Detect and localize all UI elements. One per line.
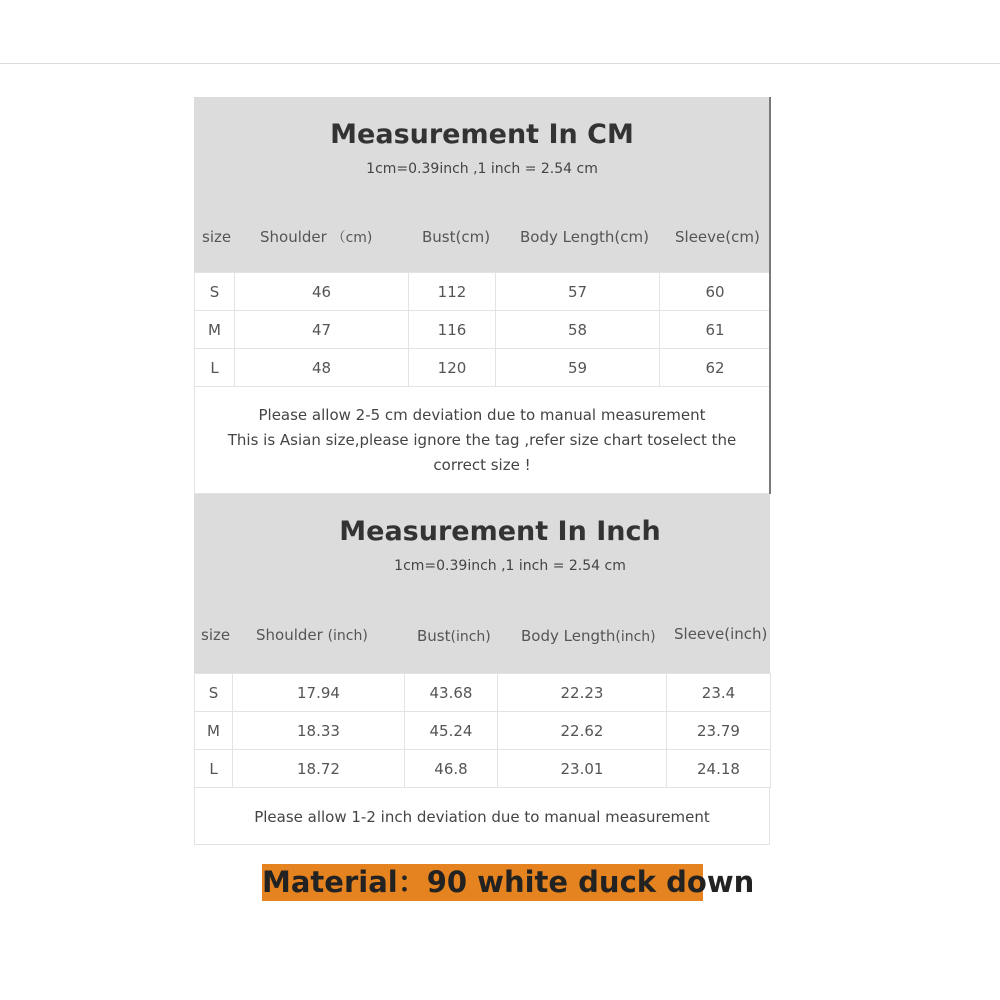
cm-col-body-length: Body Length(cm)	[520, 228, 649, 246]
table-cell: 22.62	[498, 712, 667, 750]
inch-chart-header	[194, 494, 770, 673]
table-row	[195, 712, 771, 750]
inch-col-bust-unit: (inch)	[450, 629, 491, 645]
cm-col-shoulder	[260, 227, 372, 247]
top-divider	[0, 63, 1000, 64]
inch-col-sleeve: Sleeve(inch)	[674, 625, 768, 643]
material-banner: Material：90 white duck down	[262, 865, 755, 899]
table-cell: 112	[409, 273, 496, 311]
cm-chart-right-border	[769, 97, 771, 494]
table-cell: M	[195, 311, 235, 349]
cm-col-size: size	[202, 228, 232, 246]
table-cell: S	[195, 674, 233, 712]
cm-col-shoulder-label: Shoulder	[260, 228, 327, 246]
table-cell: 18.72	[233, 750, 405, 788]
cm-col-bust: Bust(cm)	[422, 228, 491, 246]
table-cell: 22.23	[498, 674, 667, 712]
table-cell: 58	[496, 311, 660, 349]
cm-table	[194, 272, 771, 387]
table-cell: 45.24	[405, 712, 498, 750]
table-cell: M	[195, 712, 233, 750]
cm-chart-header	[194, 97, 770, 272]
inch-col-size: size	[201, 626, 231, 644]
table-row	[195, 349, 771, 387]
cm-size-chart	[194, 97, 770, 494]
table-cell: L	[195, 750, 233, 788]
table-cell: 116	[409, 311, 496, 349]
table-cell: 62	[660, 349, 771, 387]
table-cell: 48	[235, 349, 409, 387]
inch-col-body-length	[521, 627, 656, 645]
inch-deviation-note: Please allow 1-2 inch deviation due to manual measurement	[194, 788, 770, 845]
cm-note-line-2: This is Asian size,please ignore the tag ,refer size chart toselect the correct size !	[227, 431, 737, 474]
table-cell: 24.18	[667, 750, 771, 788]
table-cell: 17.94	[233, 674, 405, 712]
inch-chart-subtitle: 1cm=0.39inch ,1 inch = 2.54 cm	[394, 558, 626, 574]
cm-chart-title: Measurement In CM	[330, 119, 634, 150]
table-cell: L	[195, 349, 235, 387]
table-row	[195, 750, 771, 788]
table-cell: 60	[660, 273, 771, 311]
inch-col-body-length-label: Body Length	[521, 627, 616, 645]
table-cell: 23.4	[667, 674, 771, 712]
table-cell: 120	[409, 349, 496, 387]
inch-col-bust	[417, 627, 491, 645]
inch-chart-title: Measurement In Inch	[339, 516, 661, 547]
table-cell: 43.68	[405, 674, 498, 712]
table-row	[195, 273, 771, 311]
table-cell: 61	[660, 311, 771, 349]
inch-col-shoulder-label: Shoulder	[256, 626, 323, 644]
cm-col-sleeve: Sleeve(cm)	[675, 228, 760, 246]
table-cell: 57	[496, 273, 660, 311]
table-row	[195, 674, 771, 712]
table-cell: 18.33	[233, 712, 405, 750]
table-cell: S	[195, 273, 235, 311]
table-cell: 47	[235, 311, 409, 349]
cm-chart-subtitle: 1cm=0.39inch ,1 inch = 2.54 cm	[366, 161, 598, 177]
table-cell: 23.79	[667, 712, 771, 750]
table-row	[195, 311, 771, 349]
inch-col-body-length-unit: (inch)	[615, 629, 656, 645]
inch-table	[194, 673, 771, 788]
cm-col-shoulder-unit: （cm)	[331, 230, 373, 246]
table-cell: 23.01	[498, 750, 667, 788]
table-cell: 46.8	[405, 750, 498, 788]
cm-note-line-1: Please allow 2-5 cm deviation due to manual measurement	[258, 406, 706, 424]
table-cell: 59	[496, 349, 660, 387]
inch-col-bust-label: Bust	[417, 627, 451, 645]
inch-size-chart	[194, 494, 770, 845]
inch-col-shoulder	[256, 626, 368, 644]
inch-col-shoulder-unit: (inch)	[327, 628, 368, 644]
cm-deviation-note	[194, 387, 770, 494]
table-cell: 46	[235, 273, 409, 311]
